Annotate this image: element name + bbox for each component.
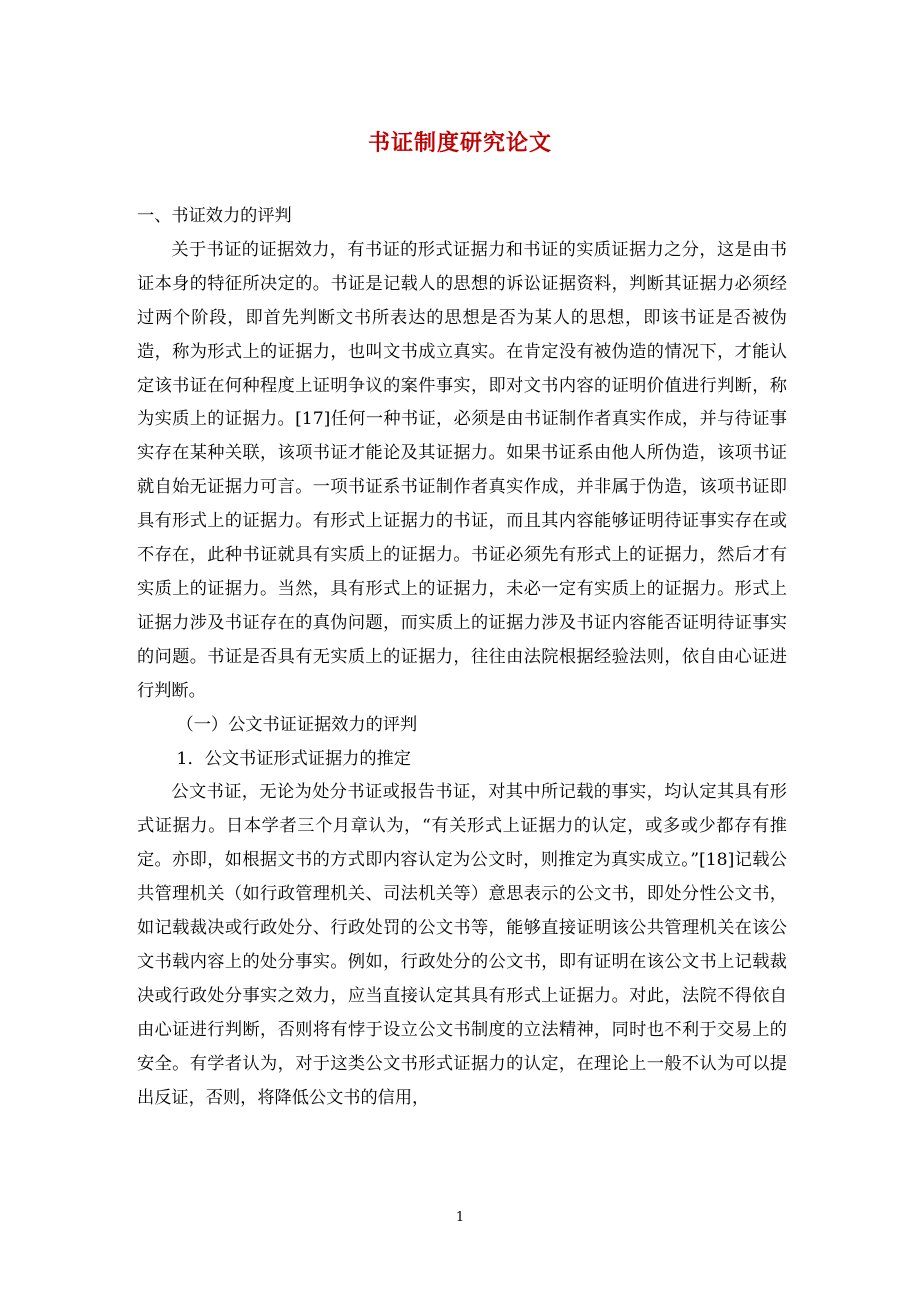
subsubsection-heading: 1．公文书证形式证据力的推定 <box>176 748 411 769</box>
page-number: 1 <box>455 1210 465 1225</box>
paragraph-1: 关于书证的证据效力，有书证的形式证据力和书证的实质证据力之分，这是由书证本身的特征所决定的。书证是记载人的思想的诉讼证据资料，判断其证据力必须经过两个阶段，即首先判断文书所表达的思想是否为某人的思想，即该书证是否被伪造，称为形式上的证据力，也叫文书成立真实。在肯定没有被伪造的情况下，才能认定该书证在何种程度上证明争议的案件事实，即对文书内容的证明价值进行判断，称为实质上的证据力。[17]任何一种书证，必须是由书证制作者真实作成，并与待证事实存在某种关联，该项书证才能论及其证据力。如果书证系由他人所伪造，该项书证就自始无证据力可言。一项书证系书证制作者真实作成，并非属于伪造，该项书证即具有形式上的证据力。有形式上证据力的书证，而且其内容能够证明待证事实存在或不存在，此种书证就具有实质上的证据力。书证必须先有形式上的证据力，然后才有实质上的证据力。当然，具有形式上的证据力，未必一定有实质上的证据力。形式上证据力涉及书证存在的真伪问题，而实质上的证据力涉及书证内容能否证明待证事实的问题。书证是否具有无实质上的证据力，往往由法院根据经验法则，依自由心证进行判断。 <box>137 239 787 701</box>
paragraph-2: 公文书证，无论为处分书证或报告书证，对其中所记载的事实，均认定其具有形式证据力。日本学者三个月章认为，“有关形式上证据力的认定，或多或少都存有推定。亦即，如根据文书的方式即内容认定为公文时，则推定为真实成立。”[18]记载公共管理机关（如行政管理机关、司法机关等）意思表示的公文书，即处分性公文书，如记载裁决或行政处分、行政处罚的公文书等，能够直接证明该公共管理机关在该公文书载内容上的处分事实。例如，行政处分的公文书，即有证明在该公文书上记载裁决或行政处分事实之效力，应当直接认定其具有形式上证据力。对此，法院不得依自由心证进行判断，否则将有悖于设立公文书制度的立法精神，同时也不利于交易上的安全。有学者认为，对于这类公文书形式证据力的认定，在理论上一般不认为可以提出反证，否则，将降低公文书的信用， <box>137 782 787 1108</box>
document-body <box>137 200 787 1115</box>
document-title: 书证制度研究论文 <box>367 130 552 156</box>
section-heading: 一、书证效力的评判 <box>137 206 292 226</box>
subsection-heading: （一）公文书证证据效力的评判 <box>176 714 418 735</box>
